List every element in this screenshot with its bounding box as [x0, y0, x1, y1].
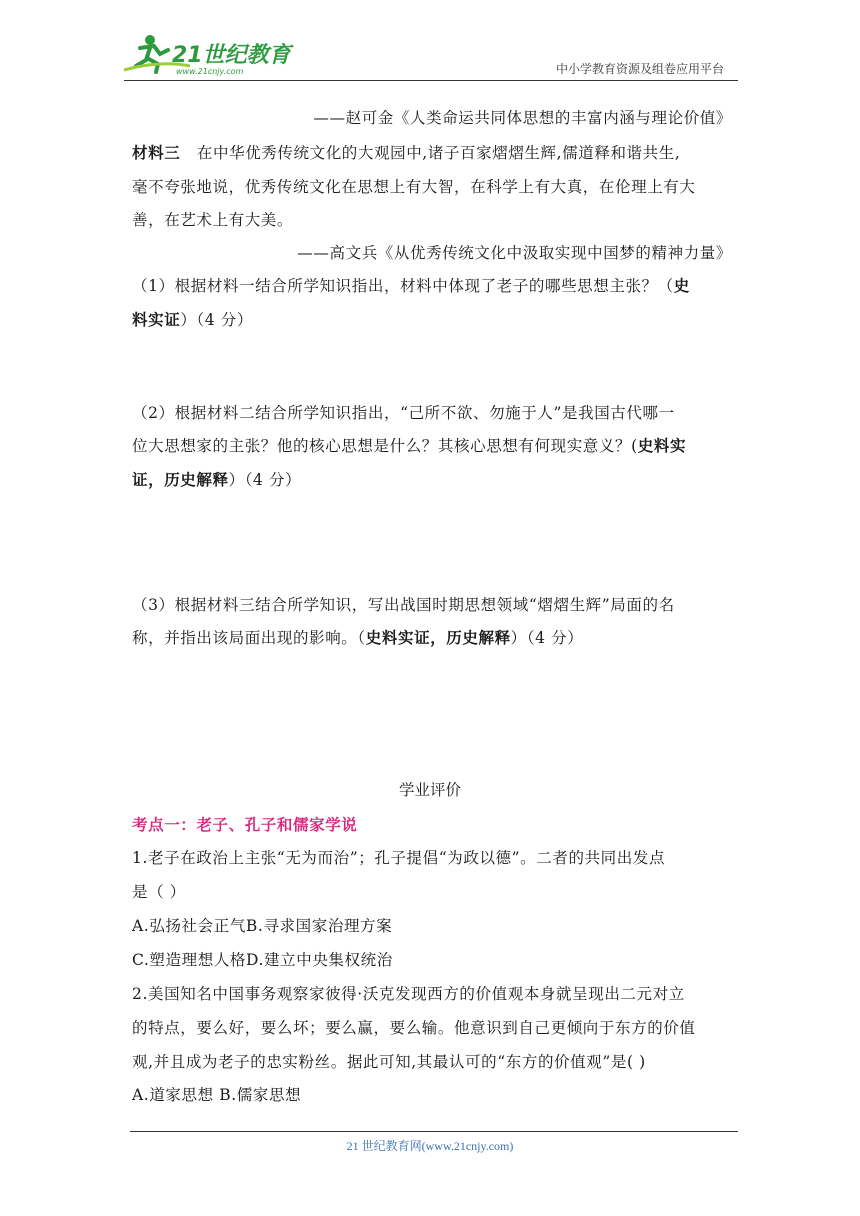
material3-line2: 毫不夸张地说，优秀传统文化在思想上有大智，在科学上有大真，在伦理上有大: [132, 178, 696, 196]
question2-score: ）（4 分）: [228, 471, 302, 489]
question2-bold2: 证，历史解释: [132, 471, 229, 489]
mc1-line2: 是（ ）: [132, 883, 186, 901]
material3-text1: 在中华优秀传统文化的大观园中,诸子百家熠熠生辉,儒道释和谐共生,: [196, 144, 681, 162]
site-logo: [120, 30, 295, 80]
footer-link[interactable]: 21 世纪教育网(www.21cnjy.com): [346, 1139, 514, 1153]
question2-line1: （2）根据材料二结合所学知识指出，“己所不欲、勿施于人”是我国古代哪一: [132, 404, 675, 422]
logo-text: 21世纪教育: [172, 43, 291, 68]
question1-bold1: 史: [673, 277, 690, 295]
material3-label: 材料三: [132, 144, 181, 162]
material3-source: ——高文兵《从优秀传统文化中汲取实现中国梦的精神力量》: [297, 244, 732, 262]
mc2-line2: 的特点，要么好，要么坏；要么赢，要么输。他意识到自己更倾向于东方的价值: [132, 1019, 696, 1037]
question3-text: 称，并指出该局面出现的影响。（: [132, 629, 366, 647]
mc2-line3: 观,并且成为老子的忠实粉丝。据此可知,其最认可的“东方的价值观”是( ): [132, 1053, 646, 1071]
kaodian-heading: 考点一：老子、孔子和儒家学说: [132, 816, 358, 834]
question2-line3: [132, 468, 732, 490]
mc1-options-ab: A.弘扬社会正气B.寻求国家治理方案: [132, 917, 393, 935]
question2-line2: [132, 434, 732, 456]
mc2-options-ab: A.道家思想 B.儒家思想: [132, 1086, 302, 1104]
question1-score: ）（4 分）: [180, 311, 253, 329]
mc1-options-cd: C.塑造理想人格D.建立中央集权统治: [132, 951, 393, 969]
question3-bold: 史料实证，历史解释: [365, 629, 511, 647]
mc2-line1: 2.美国知名中国事务观察家彼得·沃克发现西方的价值观本身就呈现出二元对立: [132, 985, 685, 1003]
footer-divider: [130, 1131, 738, 1132]
material3-line3: 善，在艺术上有大美。: [132, 211, 294, 229]
question1-line2: [132, 308, 732, 330]
material3-line1: [132, 141, 732, 163]
material2-source: ——赵可金《人类命运共同体思想的丰富内涵与理论价值》: [313, 109, 732, 127]
logo-url: www.21cnjy.com: [176, 67, 244, 76]
question3-score: ）（4 分）: [510, 629, 584, 647]
question2-text: 位大思想家的主张？他的核心思想是什么？其核心思想有何现实意义？(: [132, 437, 638, 455]
header-divider: [124, 80, 738, 81]
section-title: 学业评价: [398, 781, 461, 799]
question1-line1: [132, 274, 732, 296]
question1-bold2: 料实证: [132, 311, 181, 329]
question2-bold1: 史料实: [637, 437, 687, 455]
question1-text: （1）根据材料一结合所学知识指出，材料中体现了老子的哪些思想主张？（: [132, 277, 674, 295]
platform-name: 中小学教育资源及组卷应用平台: [555, 62, 724, 76]
question3-line1: （3）根据材料三结合所学知识，写出战国时期思想领域“熠熠生辉”局面的名: [132, 596, 675, 614]
question3-line2: [132, 626, 732, 648]
mc1-line1: 1.老子在政治上主张“无为而治”；孔子提倡“为政以德”。二者的共同出发点: [132, 849, 666, 867]
